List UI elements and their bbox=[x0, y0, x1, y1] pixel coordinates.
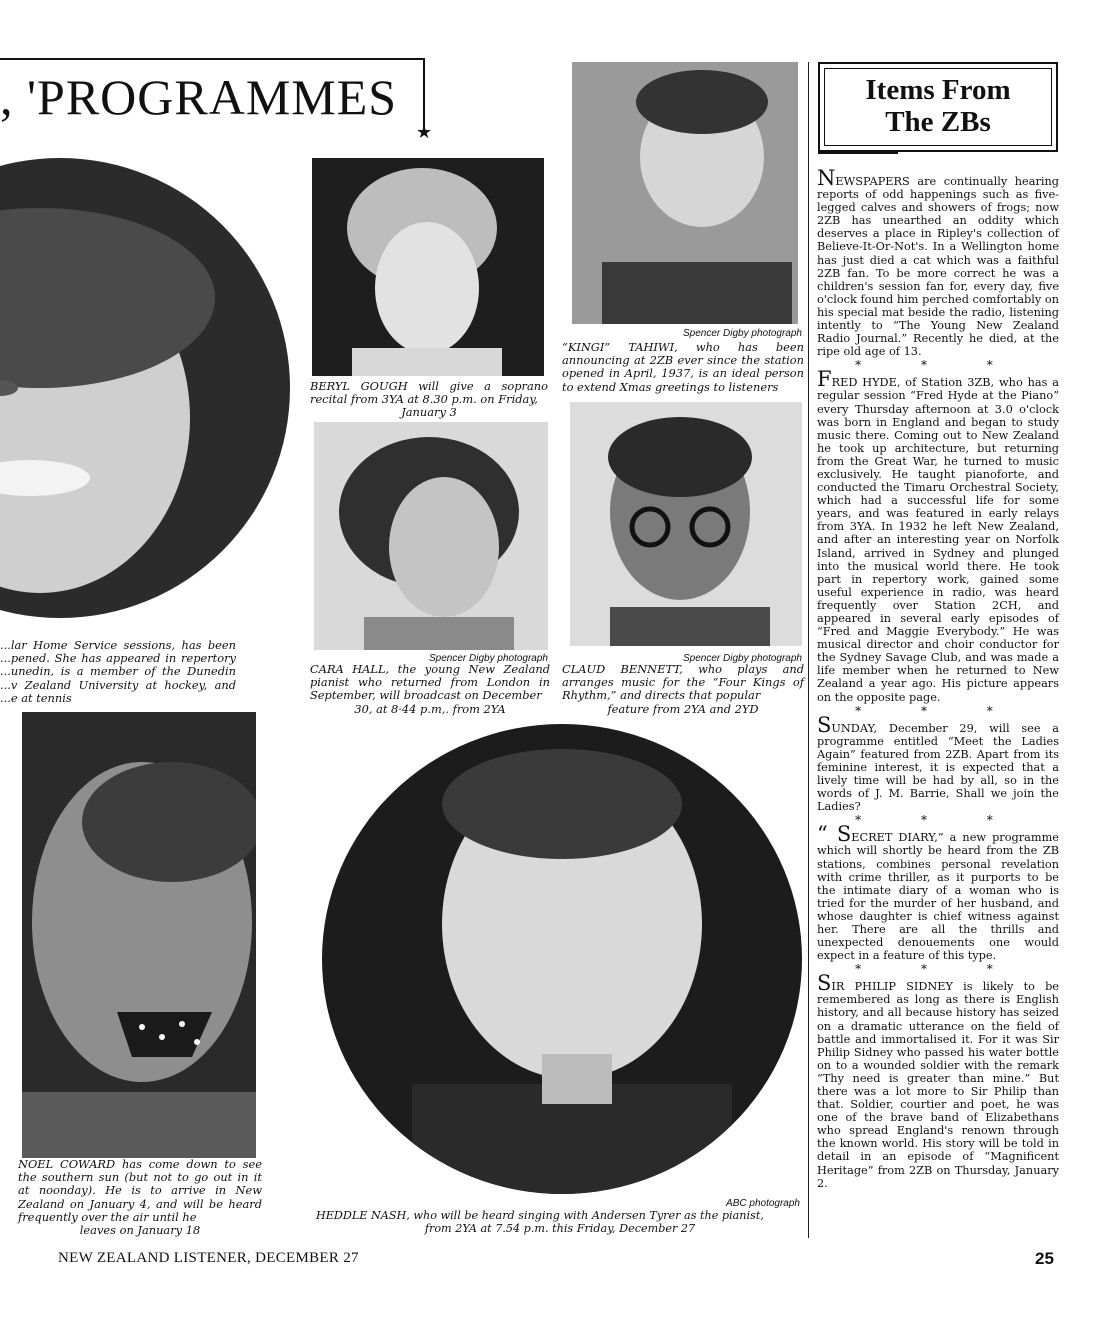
drop-cap: S bbox=[817, 712, 832, 737]
caption-beryl-end: January 3 bbox=[401, 405, 457, 420]
title-rule bbox=[0, 58, 425, 60]
caption-left-top: ...lar Home Service sessions, has been ...pened. She has appeared in repertory ...unedin, is a member of the Dunedin ...v Zealand University at hockey, and ...e at tennis bbox=[0, 638, 236, 705]
page-title: , 'PROGRAMMES bbox=[0, 69, 398, 125]
drop-cap: “ S bbox=[817, 822, 852, 847]
caption-claud-text: CLAUD BENNETT, who plays and arranges music for the “Four Kings of Rhythm,” and directs that popular bbox=[562, 662, 804, 703]
caption-heddle-text: HEDDLE NASH, who will be heard singing with Andersen Tyrer as the pianist, bbox=[316, 1209, 764, 1222]
zb-heading-line2: The ZBs bbox=[885, 106, 991, 138]
caption-noel-coward bbox=[18, 1158, 262, 1237]
title-rule-vertical bbox=[423, 58, 425, 128]
caption-claud-bennett bbox=[562, 663, 804, 716]
zb-item-sunday bbox=[817, 712, 1059, 814]
zb-item-text: ECRET DIARY,” a new programme which will shortly be heard from the ZB stations, combines personal revelation with crime thriller, as it purports to be the intimate diary of a woman who is tried for the murder of her husband, and whose daughter is chief witness against her. There are all the thrills and unexpected denouements one would expect in a feature of this type. bbox=[817, 831, 1059, 963]
caption-claud-end: feature from 2YA and 2YD bbox=[607, 701, 759, 716]
caption-cara-hall bbox=[310, 663, 550, 716]
photo-cara-hall bbox=[314, 422, 548, 650]
page-number: 25 bbox=[1035, 1249, 1054, 1268]
zb-heading bbox=[820, 74, 1056, 138]
caption-beryl-text: BERYL GOUGH will give a soprano recital from 3YA at 8.30 p.m. on Friday, bbox=[310, 379, 548, 407]
section-divider: * * * bbox=[855, 358, 1021, 373]
zb-heading-line1: Items From bbox=[865, 74, 1011, 106]
zb-item-text: RED HYDE, of Station 3ZB, who has a regular session “Fred Hyde at the Piano” every Thursday afternoon at 3.0 o'clock was born in England and began to study music there. Coming out to New Zealand he took up architecture, but returning from the Great War, he turned to music exclusively. He taught pianoforte, and conducted the Timaru Orchestral Society, which had a successful life for some years, and was featured in early relays from 3YA. In 1932 he left New Zealand, and after an interesting year on Norfolk Island, arrived in Sydney and plunged into the musical world there. He took part in repertory work, gained some useful experience in radio, was heard frequently over Station 2CH, and appeared in several early episodes of “Fred and Maggie Everybody.” He was musical director and choir conductor for the Sydney Savage Club, and was made a life member when he returned to New Zealand a year ago. His picture appears on the opposite page. bbox=[817, 376, 1059, 704]
zb-item-philip-sidney bbox=[817, 971, 1059, 1190]
drop-cap: S bbox=[817, 971, 832, 996]
credit-claud: Spencer Digby photograph bbox=[683, 653, 802, 664]
photo-heddle-nash bbox=[322, 724, 802, 1194]
caption-cara-end: 30, at 8·44 p.m,. from 2YA bbox=[354, 701, 506, 716]
section-divider: * * * bbox=[855, 813, 1021, 828]
photo-left-woman bbox=[0, 158, 290, 618]
zb-item-text: IR PHILIP SIDNEY is likely to be remembered as long as there is English history, and all because history has seized on a dramatic utterance on the field of battle and immortalised it. For it was Sir Philip Sidney who passed his water bottle on to a wounded soldier with the remark “Thy need is greater than mine.” But there was a lot more to Sir Philip than that. Soldier, courtier and poet, he was one of the brave band of Elizabethans who spread England's renown through the known world. His story will be told in detail in an episode of “Magnificent Heritage” from 2ZB on Thursday, January 2. bbox=[817, 980, 1059, 1190]
credit-heddle: ABC photograph bbox=[726, 1198, 800, 1209]
zb-article-column bbox=[817, 166, 1059, 1190]
caption-heddle-end: from 2YA at 7.54 p.m. this Friday, December 27 bbox=[424, 1222, 696, 1236]
caption-noel-end: leaves on January 18 bbox=[79, 1223, 201, 1238]
star-icon: ★ bbox=[416, 122, 433, 143]
zb-item-newspapers bbox=[817, 166, 1059, 359]
column-rule bbox=[808, 62, 809, 1238]
zb-item-text: EWSPAPERS are continually hearing reports of odd happenings such as five-legged calves and showers of frogs; now 2ZB has unearthed an oddity which deserves a place in Ripley's collection of Believe-It-Or-Not's. In a Wellington home has just died a cat which was a faithful 2ZB fan. To be more correct he was a children's session fan for, every day, five o'clock found him perched comfortably on his special mat beside the radio, listening intently to “The Young New Zealand Radio Journal.” Recently he died, at the ripe old age of 13. bbox=[817, 175, 1059, 359]
zb-heading-box bbox=[818, 62, 1058, 152]
photo-kingi-tahiwi bbox=[572, 62, 798, 324]
caption-heddle-nash bbox=[316, 1209, 804, 1235]
section-divider: * * * bbox=[855, 703, 1021, 718]
photo-beryl-gough bbox=[312, 158, 544, 376]
zb-heading-underline bbox=[818, 152, 898, 154]
zb-item-secret-diary bbox=[817, 822, 1059, 963]
photo-claud-bennett bbox=[570, 402, 802, 646]
caption-cara-text: CARA HALL, the young New Zealand pianist who returned from London in September, will broadcast on December bbox=[310, 662, 550, 703]
zb-item-fred-hyde bbox=[817, 367, 1059, 704]
photo-noel-coward bbox=[22, 712, 256, 1158]
drop-cap: N bbox=[817, 166, 836, 190]
drop-cap: F bbox=[817, 367, 832, 392]
section-divider: * * * bbox=[855, 962, 1021, 977]
caption-kingi: “KINGI” TAHIWI, who has been announcing at 2ZB ever since the station opened in April, 1937, is an ideal person to extend Xmas greetings to listeners bbox=[562, 340, 804, 394]
credit-kingi: Spencer Digby photograph bbox=[683, 328, 802, 339]
credit-cara: Spencer Digby photograph bbox=[429, 653, 548, 664]
publication-footer: NEW ZEALAND LISTENER, DECEMBER 27 bbox=[58, 1250, 359, 1266]
caption-noel-text: NOEL COWARD has come down to see the southern sun (but not to go out in it at noonday). He is to arrive in New Zealand on January 4, and will be heard frequently over the air until he bbox=[18, 1157, 262, 1224]
zb-item-text: UNDAY, December 29, will see a programme entitled “Meet the Ladies Again” featured from 2ZB. Apart from its feminine interest, it is expected that a lively time will be had by all, so in the words of J. M. Barrie, Shall we join the Ladies? bbox=[817, 721, 1059, 814]
caption-beryl-gough bbox=[310, 380, 548, 420]
